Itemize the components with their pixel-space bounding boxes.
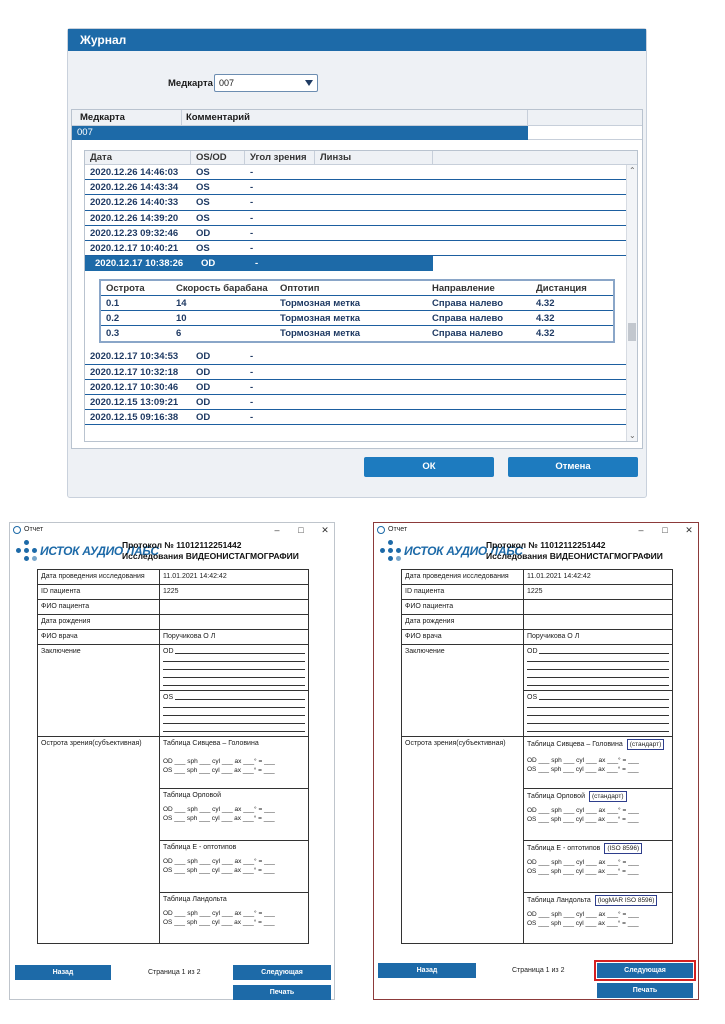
protocol-number: Протокол № 11012112251442 — [486, 540, 606, 550]
od-label: OD — [163, 648, 174, 655]
row-angle: - — [250, 227, 254, 239]
acuity-table-name: Таблица Орловой — [527, 793, 585, 800]
next-button[interactable]: Следующая — [597, 963, 693, 978]
medkarta-row-value: 007 — [72, 126, 528, 140]
field-value: 1225 — [527, 588, 543, 595]
cancel-button[interactable]: Отмена — [508, 457, 638, 477]
table-row[interactable] — [101, 311, 613, 326]
app-icon — [13, 526, 21, 534]
cell-distance: 4.32 — [536, 298, 555, 310]
col-header-optotype[interactable]: Оптотип — [280, 283, 320, 295]
row-angle: - — [250, 167, 254, 178]
acuity-row — [402, 737, 672, 943]
acuity-detail-header — [101, 281, 613, 296]
cell-acuity: 0.1 — [106, 298, 120, 310]
protocol-title — [486, 540, 663, 562]
formula-od: OD ___ sph ___ cyl ___ ax ___° = ___ — [163, 758, 275, 765]
field-value: Поручикова О Л — [163, 633, 216, 640]
close-icon[interactable]: ✕ — [321, 525, 329, 535]
formula-os: OS ___ sph ___ cyl ___ ax ___° = ___ — [163, 867, 275, 874]
conclusion-label: Заключение — [38, 645, 160, 736]
selected-row-bar — [85, 256, 433, 271]
row-eye: OD — [196, 366, 211, 378]
conclusion-os — [160, 691, 308, 736]
row-angle: - — [255, 258, 259, 270]
field-label: Дата проведения исследования — [402, 570, 524, 584]
row-eye: OD — [196, 412, 211, 424]
field-value — [160, 600, 308, 614]
close-icon[interactable]: ✕ — [685, 525, 693, 535]
acuity-table-block — [160, 789, 308, 841]
formula-os: OS ___ sph ___ cyl ___ ax ___° = ___ — [527, 766, 639, 773]
acuity-table-block — [160, 737, 308, 789]
report-table — [401, 569, 673, 944]
acuity-table-name: Таблица Е - оптотипов — [527, 845, 601, 852]
row-date: 2020.12.17 10:34:53 — [90, 351, 179, 363]
field-value: 1225 — [163, 588, 179, 595]
acuity-standard-tag: (стандарт) — [589, 791, 627, 802]
logo-text: ИСТОК АУДИО ЛАБС — [404, 544, 523, 558]
table-row[interactable] — [85, 365, 637, 380]
row-eye: OD — [196, 396, 211, 408]
window-controls — [636, 523, 694, 537]
row-eye: OS — [196, 242, 210, 254]
field-value: 11.01.2021 14:42:42 — [163, 573, 227, 580]
row-date: 2020.12.26 14:46:03 — [90, 167, 179, 178]
acuity-detail-grid — [99, 279, 615, 343]
col-header-acuity[interactable]: Острота — [106, 283, 145, 295]
od-label: OD — [527, 648, 538, 655]
field-label: Дата проведения исследования — [38, 570, 160, 584]
report-field-row — [38, 615, 308, 630]
report-table — [37, 569, 309, 944]
row-date: 2020.12.17 10:30:46 — [90, 381, 179, 393]
field-value: Поручикова О Л — [527, 633, 580, 640]
table-row[interactable] — [85, 395, 637, 410]
field-label: ID пациента — [38, 585, 160, 599]
sessions-grid-header — [85, 151, 637, 165]
field-value — [160, 615, 308, 629]
acuity-row — [38, 737, 308, 943]
acuity-table-block — [524, 789, 672, 841]
conclusion-row — [38, 645, 308, 737]
report-field-row — [402, 615, 672, 630]
journal-dialog — [67, 28, 647, 498]
field-label: ФИО врача — [402, 630, 524, 644]
field-label: Дата рождения — [402, 615, 524, 629]
row-date: 2020.12.17 10:40:21 — [90, 242, 179, 254]
col-header-comment[interactable]: Комментарий — [182, 110, 528, 125]
report-field-row — [38, 630, 308, 645]
field-value: 11.01.2021 14:42:42 — [527, 573, 591, 580]
row-angle: - — [250, 366, 254, 378]
chevron-down-icon[interactable] — [305, 80, 313, 86]
medkarta-select[interactable] — [214, 74, 318, 92]
formula-od: OD ___ sph ___ cyl ___ ax ___° = ___ — [163, 910, 275, 917]
cell-optotype: Тормозная метка — [280, 328, 361, 340]
acuity-table-block — [524, 737, 672, 789]
maximize-icon[interactable]: □ — [298, 525, 304, 535]
page-indicator: Страница 1 из 2 — [148, 969, 201, 976]
row-angle: - — [250, 197, 254, 209]
row-eye: OD — [196, 381, 211, 393]
report-field-row — [38, 570, 308, 585]
acuity-table-name: Таблица Орловой — [163, 792, 221, 799]
row-angle: - — [250, 351, 254, 363]
protocol-number: Протокол № 11012112251442 — [122, 540, 242, 550]
formula-od: OD ___ sph ___ cyl ___ ax ___° = ___ — [527, 757, 639, 764]
report-window-title: Отчет — [24, 526, 44, 533]
app-icon — [377, 526, 385, 534]
journal-title: Журнал — [68, 29, 646, 51]
logo-text: ИСТОК АУДИО ЛАБС — [40, 544, 159, 558]
cell-acuity: 0.3 — [106, 328, 120, 340]
table-row-selected[interactable] — [85, 256, 637, 271]
conclusion-cell — [524, 645, 672, 736]
print-button[interactable]: Печать — [597, 983, 693, 998]
cell-distance: 4.32 — [536, 328, 555, 340]
report-field-row — [38, 600, 308, 615]
cell-distance: 4.32 — [536, 313, 555, 325]
col-header-date[interactable]: Дата — [85, 151, 191, 164]
medkarta-label: Медкарта — [168, 77, 213, 89]
medkarta-select-value: 007 — [219, 78, 235, 88]
report-field-row — [402, 570, 672, 585]
os-label: OS — [527, 694, 538, 701]
field-label: ФИО пациента — [402, 600, 524, 614]
acuity-table-name: Таблица Ландольта — [163, 896, 227, 903]
medkarta-row — [168, 73, 318, 93]
report-window-left — [9, 522, 335, 1000]
acuity-cell — [524, 737, 672, 943]
sessions-scrollbar[interactable] — [626, 165, 637, 441]
row-angle: - — [250, 381, 254, 393]
window-controls — [272, 523, 330, 537]
scroll-thumb[interactable] — [628, 323, 636, 341]
back-button[interactable]: Назад — [378, 963, 476, 978]
field-label: Дата рождения — [38, 615, 160, 629]
cell-speed: 14 — [176, 298, 187, 310]
acuity-table-block — [160, 893, 308, 943]
acuity-standard-tag: (logMAR ISO 8596) — [595, 895, 658, 906]
acuity-label: Острота зрения(субъективная) — [402, 737, 524, 943]
protocol-subtitle: Исследования ВИДЕОНИСТАГМОГРАФИИ — [122, 551, 299, 561]
col-header-distance[interactable]: Дистанция — [536, 283, 587, 295]
medkarta-grid-header — [72, 110, 642, 126]
medkarta-row-selected[interactable] — [72, 126, 642, 140]
cell-optotype: Тормозная метка — [280, 298, 361, 310]
report-titlebar — [10, 523, 334, 537]
row-angle: - — [250, 242, 254, 254]
field-value — [524, 615, 672, 629]
row-date: 2020.12.26 14:40:33 — [90, 197, 179, 209]
page-indicator: Страница 1 из 2 — [512, 967, 565, 974]
row-angle: - — [250, 212, 254, 224]
report-titlebar — [374, 523, 698, 537]
col-header-lens[interactable]: Линзы — [315, 151, 433, 164]
maximize-icon[interactable]: □ — [662, 525, 668, 535]
logo-mark-icon — [380, 540, 402, 562]
minimize-icon[interactable]: – — [638, 525, 644, 535]
cell-acuity: 0.2 — [106, 313, 120, 325]
row-eye: OD — [201, 258, 216, 270]
formula-os: OS ___ sph ___ cyl ___ ax ___° = ___ — [527, 868, 639, 875]
formula-od: OD ___ sph ___ cyl ___ ax ___° = ___ — [527, 859, 639, 866]
formula-od: OD ___ sph ___ cyl ___ ax ___° = ___ — [163, 806, 275, 813]
conclusion-od — [160, 645, 308, 691]
back-button[interactable]: Назад — [15, 965, 111, 980]
scroll-up-icon[interactable]: ⌃ — [629, 166, 636, 175]
acuity-table-block — [160, 841, 308, 893]
col-header-medkarta[interactable]: Медкарта — [72, 110, 182, 125]
acuity-table-name: Таблица Ландольта — [527, 897, 591, 904]
conclusion-od — [524, 645, 672, 691]
table-row[interactable] — [85, 380, 637, 395]
ok-button[interactable]: ОК — [364, 457, 494, 477]
report-window-title: Отчет — [388, 526, 408, 533]
acuity-standard-tag: (ISO 8596) — [604, 843, 642, 854]
conclusion-label: Заключение — [402, 645, 524, 736]
row-eye: OD — [196, 227, 211, 239]
formula-os: OS ___ sph ___ cyl ___ ax ___° = ___ — [527, 816, 639, 823]
table-row[interactable] — [85, 349, 637, 364]
protocol-title — [122, 540, 299, 562]
report-field-row — [38, 585, 308, 600]
acuity-table-name: Таблица Сивцева – Головина — [163, 740, 259, 747]
print-button[interactable]: Печать — [233, 985, 331, 1000]
formula-os: OS ___ sph ___ cyl ___ ax ___° = ___ — [163, 919, 275, 926]
table-row[interactable] — [85, 195, 637, 210]
formula-od: OD ___ sph ___ cyl ___ ax ___° = ___ — [527, 911, 639, 918]
next-button[interactable]: Следующая — [233, 965, 331, 980]
row-date: 2020.12.26 14:43:34 — [90, 182, 179, 194]
cell-direction: Справа налево — [432, 298, 504, 310]
row-date: 2020.12.26 14:39:20 — [90, 212, 179, 224]
col-header-angle[interactable]: Угол зрения — [245, 151, 315, 164]
table-row[interactable] — [85, 241, 637, 256]
sessions-grid — [84, 150, 638, 442]
protocol-subtitle: Исследования ВИДЕОНИСТАГМОГРАФИИ — [486, 551, 663, 561]
row-date: 2020.12.17 10:32:18 — [90, 366, 179, 378]
acuity-table-block — [524, 841, 672, 893]
row-eye: OS — [196, 197, 210, 209]
table-row[interactable] — [101, 296, 613, 311]
medkarta-grid — [71, 109, 643, 449]
logo-mark-icon — [16, 540, 38, 562]
table-row[interactable] — [85, 226, 637, 241]
table-row[interactable] — [85, 180, 637, 195]
report-window-right — [373, 522, 699, 1000]
row-eye: OS — [196, 167, 210, 178]
report-field-row — [402, 630, 672, 645]
conclusion-os — [524, 691, 672, 736]
minimize-icon[interactable]: – — [274, 525, 280, 535]
col-header-speed[interactable]: Скорость барабана — [176, 283, 268, 295]
cell-optotype: Тормозная метка — [280, 313, 361, 325]
cell-speed: 10 — [176, 313, 187, 325]
conclusion-cell — [160, 645, 308, 736]
acuity-table-name: Таблица Е - оптотипов — [163, 844, 237, 851]
col-header-eye[interactable]: OS/OD — [191, 151, 245, 164]
formula-os: OS ___ sph ___ cyl ___ ax ___° = ___ — [163, 767, 275, 774]
row-eye: OD — [196, 351, 211, 363]
field-label: ID пациента — [402, 585, 524, 599]
row-date: 2020.12.23 09:32:46 — [90, 227, 179, 239]
col-header-direction[interactable]: Направление — [432, 283, 495, 295]
cell-direction: Справа налево — [432, 313, 504, 325]
row-eye: OS — [196, 182, 210, 194]
cell-direction: Справа налево — [432, 328, 504, 340]
scroll-down-icon[interactable]: ⌄ — [629, 431, 636, 440]
acuity-cell — [160, 737, 308, 943]
table-row[interactable] — [85, 165, 637, 180]
table-row[interactable] — [85, 211, 637, 226]
row-angle: - — [250, 182, 254, 194]
row-date: 2020.12.15 09:16:38 — [90, 412, 179, 424]
table-row[interactable] — [85, 410, 637, 425]
formula-od: OD ___ sph ___ cyl ___ ax ___° = ___ — [163, 858, 275, 865]
row-date: 2020.12.17 10:38:26 — [95, 258, 184, 270]
acuity-label: Острота зрения(субъективная) — [38, 737, 160, 943]
os-label: OS — [163, 694, 174, 701]
formula-od: OD ___ sph ___ cyl ___ ax ___° = ___ — [527, 807, 639, 814]
conclusion-row — [402, 645, 672, 737]
formula-os: OS ___ sph ___ cyl ___ ax ___° = ___ — [527, 920, 639, 927]
field-label: ФИО пациента — [38, 600, 160, 614]
acuity-standard-tag: (стандарт) — [627, 739, 665, 750]
report-field-row — [402, 600, 672, 615]
acuity-table-block — [524, 893, 672, 943]
table-row[interactable] — [101, 326, 613, 341]
report-field-row — [402, 585, 672, 600]
field-value — [524, 600, 672, 614]
row-date: 2020.12.15 13:09:21 — [90, 396, 179, 408]
row-angle: - — [250, 396, 254, 408]
acuity-table-name: Таблица Сивцева – Головина — [527, 741, 623, 748]
cell-speed: 6 — [176, 328, 182, 340]
field-label: ФИО врача — [38, 630, 160, 644]
row-angle: - — [250, 412, 254, 424]
formula-os: OS ___ sph ___ cyl ___ ax ___° = ___ — [163, 815, 275, 822]
medkarta-row-empty — [528, 126, 642, 140]
row-eye: OS — [196, 212, 210, 224]
